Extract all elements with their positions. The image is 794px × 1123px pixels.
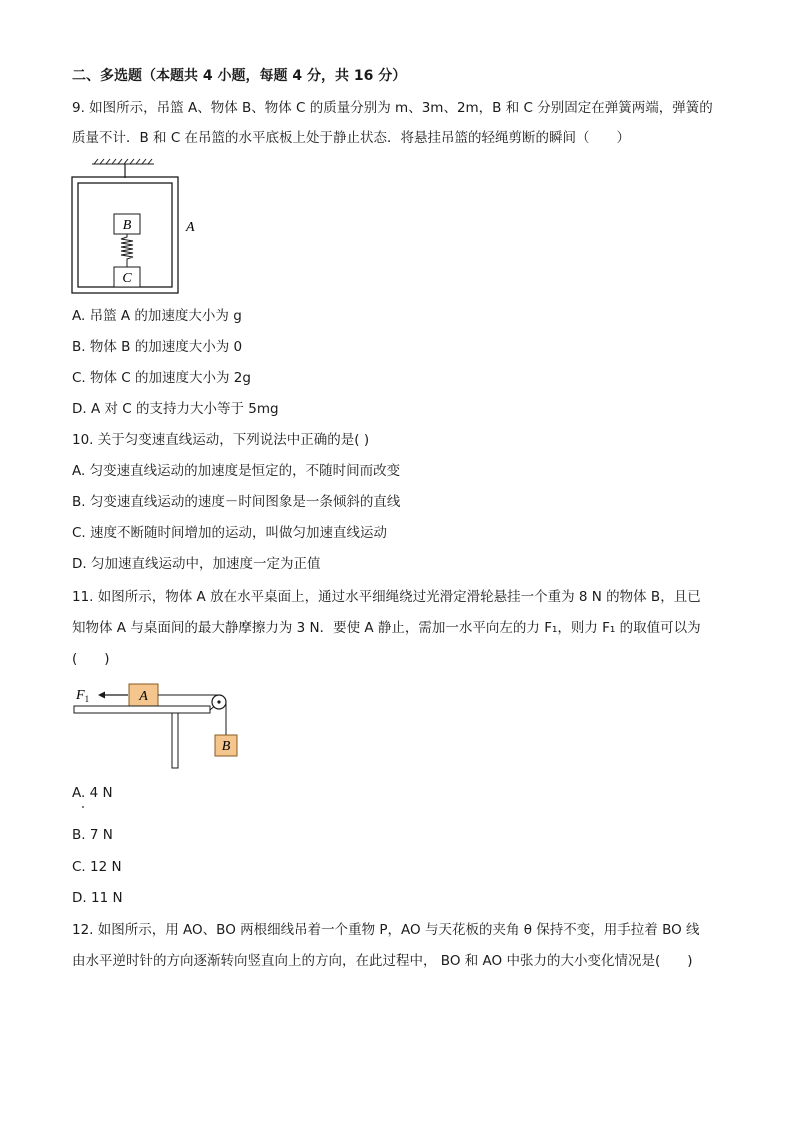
q11-stem-line-3: ( ) [72,651,110,667]
spring [121,234,133,267]
q10-stem: 10. 关于匀变速直线运动，下列说法中正确的是( ) [72,432,370,448]
tabletop [74,706,210,713]
q11-option-b: B. 7 N [72,827,113,843]
q12-stem-line-1: 12. 如图所示，用 AO、BO 两根细线吊着一个重物 P，AO 与天花板的夹角 θ 保持不变，用手拉着 BO 线 [72,922,700,938]
q9-figure-hanging-basket [68,156,208,296]
pulley-axle [217,700,220,703]
q9-option-d: D. A 对 C 的支持力大小等于 5mg [72,401,279,417]
section-heading: 二、多选题（本题共 4 小题，每题 4 分，共 16 分） [72,68,407,84]
q10-option-b: B. 匀变速直线运动的速度－时间图象是一条倾斜的直线 [72,494,401,510]
q9-stem-line-1: 9. 如图所示，吊篮 A、物体 B、物体 C 的质量分别为 m、3m、2m，B 和 C 分别固定在弹簧两端，弹簧的 [72,100,713,116]
q9-option-a: A. 吊篮 A 的加速度大小为 g [72,308,242,324]
q10-option-c: C. 速度不断随时间增加的运动，叫做匀加速直线运动 [72,525,388,541]
stray-dot-mark [82,806,84,808]
q9-option-b: B. 物体 B 的加速度大小为 0 [72,339,243,355]
q11-stem-line-2: 知物体 A 与桌面间的最大静摩擦力为 3 N．要使 A 静止，需加一水平向左的力 F₁，则力 F₁ 的取值可以为 [72,620,701,636]
q12-stem-line-2: 由水平逆时针的方向逐渐转向竖直向上的方向，在此过程中， BO 和 AO 中张力的大小变化情况是( ) [72,953,693,969]
q10-option-d: D. 匀加速直线运动中，加速度一定为正值 [72,556,321,572]
block-b-hanging-label: B [221,739,231,754]
q9-option-c: C. 物体 C 的加速度大小为 2g [72,370,251,386]
force-f1-label: $F_1$ [76,688,90,704]
q11-figure-pulley-table [70,680,250,772]
block-c-label: C [122,271,132,286]
ceiling-hatch [92,159,154,164]
basket-a-label: A [186,220,195,235]
force-f1-arrowhead [98,692,105,699]
q10-option-a: A. 匀变速直线运动的加速度是恒定的，不随时间而改变 [72,463,401,479]
q11-option-a: A. 4 N [72,785,113,801]
block-a-label: A [139,689,148,704]
table-leg [172,713,178,768]
q11-stem-line-1: 11. 如图所示，物体 A 放在水平桌面上，通过水平细绳绕过光滑定滑轮悬挂一个重为 8 N 的物体 B，且已 [72,589,701,605]
q11-option-d: D. 11 N [72,890,123,906]
q9-stem-line-2: 质量不计．B 和 C 在吊篮的水平底板上处于静止状态．将悬挂吊篮的轻绳剪断的瞬间（ ） [72,130,631,146]
block-b-label: B [122,218,132,233]
q11-option-c: C. 12 N [72,859,122,875]
